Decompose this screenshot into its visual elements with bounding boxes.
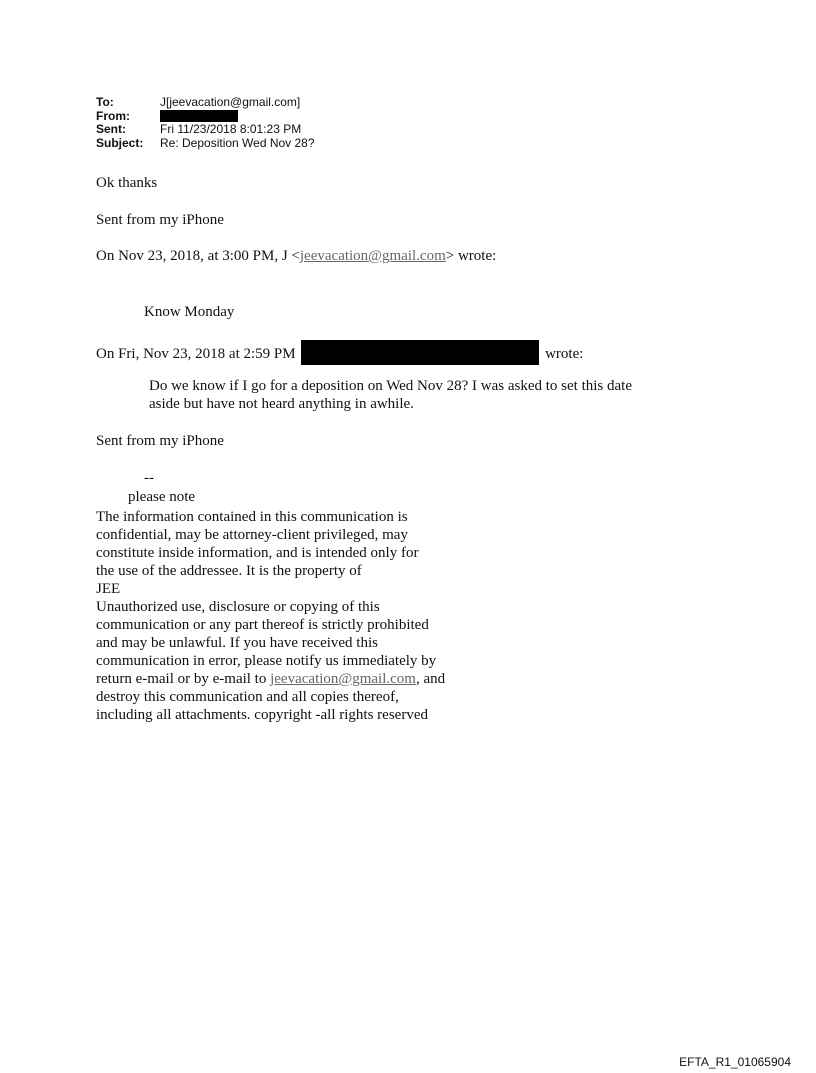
subject-row	[96, 137, 315, 151]
sent-row	[96, 123, 315, 137]
document-id: EFTA_R1_01065904	[679, 1055, 791, 1069]
from-row	[96, 110, 315, 124]
from-redaction	[160, 110, 238, 122]
disclaimer-line: The information contained in this communication is	[96, 509, 408, 525]
disclaimer-line: destroy this communication and all copies thereof,	[96, 689, 399, 705]
quoted-reply: Know Monday	[144, 304, 235, 320]
disclaimer-email-suffix: , and	[415, 671, 446, 687]
disclaimer-email-line	[96, 670, 445, 688]
disclaimer-line: JEE	[96, 581, 121, 597]
disclaimer-line: constitute inside information, and is intended only for	[96, 545, 419, 561]
signature-iphone: Sent from my iPhone	[96, 212, 224, 228]
reply-text: Ok thanks	[96, 175, 158, 191]
signature-iphone-2: Sent from my iPhone	[96, 433, 224, 449]
nested-intro-suffix: wrote:	[545, 346, 584, 362]
quote-email-link[interactable]: jeevacation@gmail.com	[299, 248, 446, 264]
to-value: J[jeevacation@gmail.com]	[160, 95, 301, 109]
disclaimer-line: confidential, may be attorney-client privileged, may	[96, 527, 408, 543]
disclaimer-line: including all attachments. copyright -all rights reserved	[96, 707, 428, 723]
disclaimer-line: and may be unlawful. If you have received this	[96, 635, 378, 651]
signature-note: please note	[128, 489, 196, 505]
nested-intro	[96, 340, 583, 365]
quote-intro-prefix: On Nov 23, 2018, at 3:00 PM, J <	[96, 248, 300, 264]
subject-value: Re: Deposition Wed Nov 28?	[160, 135, 315, 150]
disclaimer-email-prefix: return e-mail or by e-mail to	[96, 671, 271, 687]
disclaimer-email-link[interactable]: jeevacation@gmail.com	[270, 671, 416, 687]
to-label: To:	[96, 95, 114, 109]
nested-intro-prefix: On Fri, Nov 23, 2018 at 2:59 PM	[96, 346, 296, 362]
sent-label: Sent:	[96, 122, 126, 136]
nested-line-2: aside but have not heard anything in awhile.	[149, 396, 414, 412]
confidentiality-disclaimer	[96, 508, 445, 724]
sender-redaction	[301, 340, 539, 365]
disclaimer-line: the use of the addressee. It is the property of	[96, 563, 362, 579]
quote-intro-suffix: > wrote:	[445, 248, 497, 264]
disclaimer-line: Unauthorized use, disclosure or copying of this	[96, 599, 380, 615]
email-header	[96, 96, 315, 150]
from-label: From:	[96, 108, 130, 123]
subject-label: Subject:	[96, 135, 144, 150]
signature-dashes: --	[144, 470, 154, 486]
sent-value: Fri 11/23/2018 8:01:23 PM	[160, 122, 302, 136]
to-row	[96, 96, 315, 110]
nested-line-1: Do we know if I go for a deposition on Wed Nov 28? I was asked to set this date	[149, 378, 633, 394]
quote-intro	[96, 247, 496, 265]
disclaimer-line: communication or any part thereof is strictly prohibited	[96, 617, 429, 633]
disclaimer-line: communication in error, please notify us immediately by	[96, 653, 437, 669]
